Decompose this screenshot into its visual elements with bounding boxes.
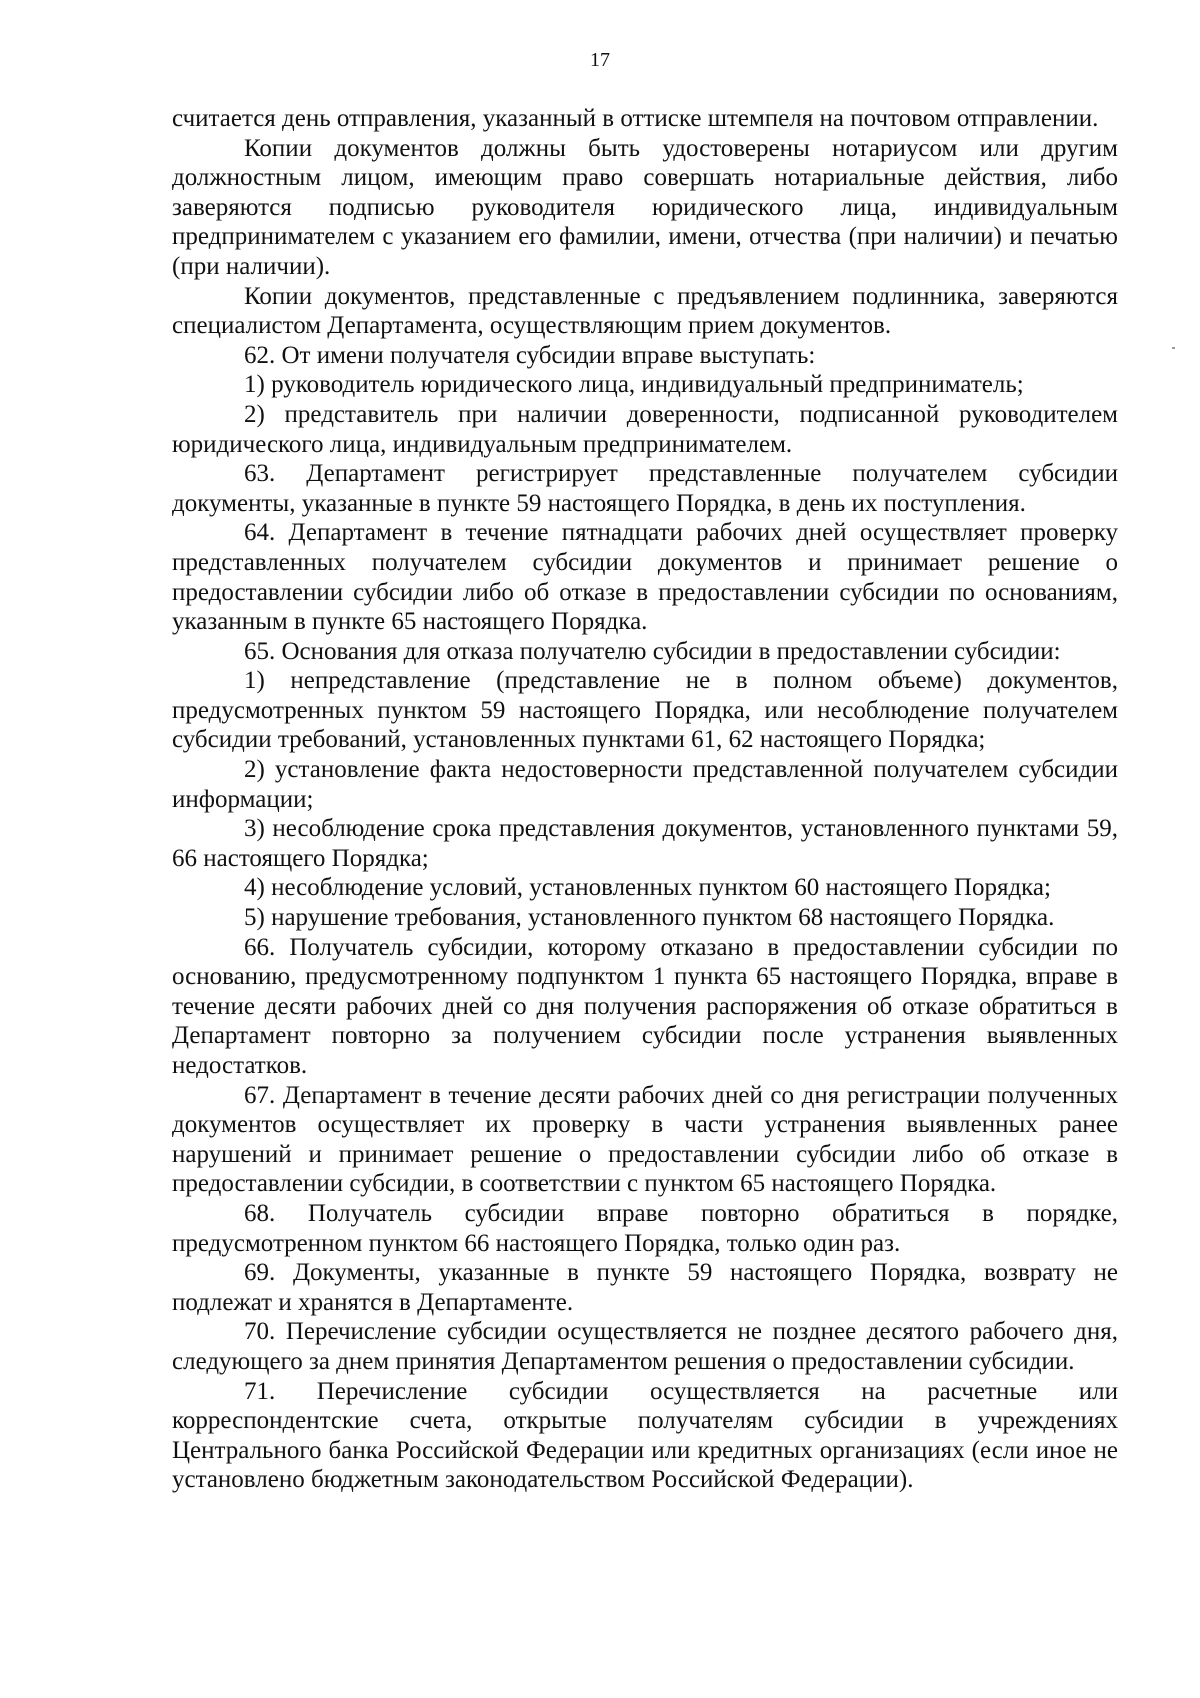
clause-67: 67. Департамент в течение десяти рабочих дней со дня регистрации полученных документов осуществляет их проверку в части устранения выявленных ранее нарушений и принимает решение о предоставлении субсидии либо об отказе в предоставлении субсидии, в соответствии с пунктом 65 настоящего Порядка. <box>172 1081 1118 1198</box>
clause-65-item-1: 1) непредставление (представление не в полном объеме) документов, предусмотренных пунктом 59 настоящего Порядка, или несоблюдение получателем субсидии требований, установленных пунктами 61, 62 настоящего Порядка; <box>172 667 1118 754</box>
clause-65-item-3: 3) несоблюдение срока представления документов, установленного пунктами 59, 66 настоящего Порядка; <box>172 815 1118 872</box>
clause-62-item-2: 2) представитель при наличии доверенности, подписанной руководителем юридического лица, индивидуальным предпринимателем. <box>172 400 1118 458</box>
clause-64: 64. Департамент в течение пятнадцати рабочих дней осуществляет проверку представленных получателем субсидии документов и принимает решение о предоставлении субсидии либо об отказе в предоставлении субсидии по основаниям, указанным в пункте 65 настоящего Порядка. <box>172 519 1118 636</box>
clause-62-item-1: 1) руководитель юридического лица, индивидуальный предприниматель; <box>244 371 1024 399</box>
clause-71: 71. Перечисление субсидии осуществляется на расчетные или корреспондентские счета, открытые получателям субсидии в учреждениях Центрального банка Российской Федерации или кредитных организациях (если иное не установлено бюджетным законодательством Российской Федерации). <box>172 1377 1118 1494</box>
clause-70: 70. Перечисление субсидии осуществляется не позднее десятого рабочего дня, следующего за днем принятия Департаментом решения о предоставлении субсидии. <box>172 1318 1118 1375</box>
clause-69: 69. Документы, указанные в пункте 59 настоящего Порядка, возврату не подлежат и хранятся в Департаменте. <box>172 1259 1118 1316</box>
clause-66: 66. Получатель субсидии, которому отказано в предоставлении субсидии по основанию, предусмотренному подпунктом 1 пункта 65 настоящего Порядка, вправе в течение десяти рабочих дней со дня получения распоряжения об отказе обратиться в Департамент повторно за получением субсидии после устранения выявленных недостатков. <box>172 933 1118 1079</box>
paragraph-copies-original: Копии документов, представленные с предъявлением подлинника, заверяются специалистом Департамента, осуществляющим прием документов. <box>172 282 1118 340</box>
clause-65-item-5: 5) нарушение требования, установленного пунктом 68 настоящего Порядка. <box>244 904 1055 932</box>
clause-62: 62. От имени получателя субсидии вправе выступать: <box>244 341 816 369</box>
clause-68: 68. Получатель субсидии вправе повторно обратиться в порядке, предусмотренном пунктом 66 настоящего Порядка, только один раз. <box>172 1199 1118 1257</box>
clause-65: 65. Основания для отказа получателю субсидии в предоставлении субсидии: <box>244 637 1061 665</box>
clause-65-item-4: 4) несоблюдение условий, установленных пунктом 60 настоящего Порядка; <box>244 874 1051 902</box>
paragraph-copies-certification: Копии документов должны быть удостоверены нотариусом или другим должностным лицом, имеющим право совершать нотариальные действия, либо заверяются подписью руководителя юридического лица, индивидуальным предпринимателем с указанием его фамилии, имени, отчества (при наличии) и печатью (при наличии). <box>172 134 1118 280</box>
clause-65-item-2: 2) установление факта недостоверности представленной получателем субсидии информации; <box>172 756 1118 813</box>
paragraph-continuation: считается день отправления, указанный в оттиске штемпеля на почтовом отправлении. <box>172 105 1099 132</box>
scan-speck <box>1172 347 1175 349</box>
document-body <box>172 104 1118 1495</box>
clause-63: 63. Департамент регистрирует представленные получателем субсидии документы, указанные в пункте 59 настоящего Порядка, в день их поступления. <box>172 460 1118 517</box>
page-number: 17 <box>590 49 610 71</box>
